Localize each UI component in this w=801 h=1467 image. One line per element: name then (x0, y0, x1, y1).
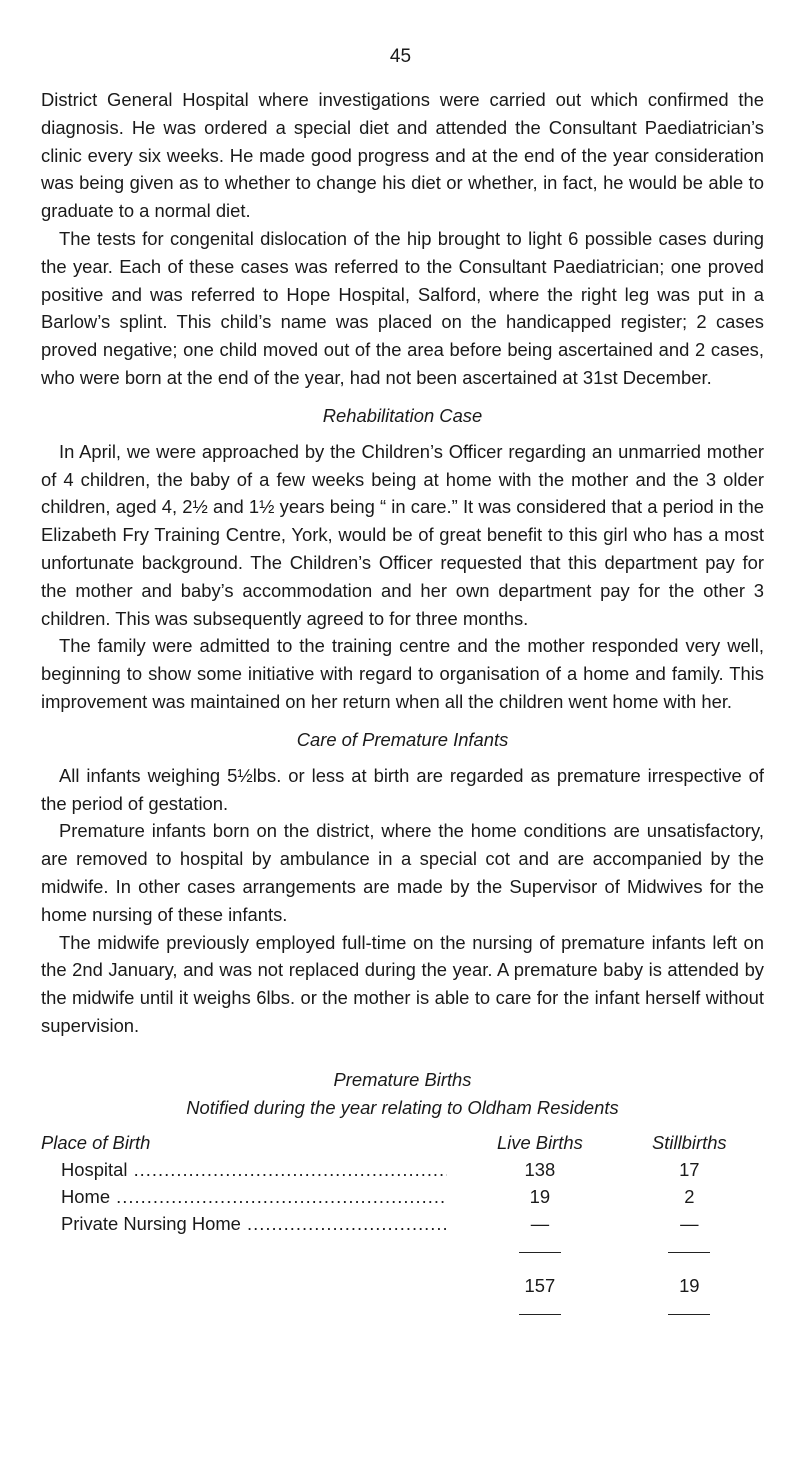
premature-paragraph-2: Premature infants born on the district, where the home conditions are unsatisfactory, are removed to hospital by ambulance in a special cot and are accompanied by the midwife. In other cases arrangements are made by the Supervisor of Midwives for the home nursing of these infants. (41, 820, 764, 925)
total-stillbirths: 19 (679, 1275, 700, 1297)
header-stillbirths: Stillbirths (652, 1132, 727, 1154)
row-stillbirths: 17 (679, 1159, 700, 1181)
page-content (41, 86, 764, 1326)
table-row (41, 1183, 764, 1210)
row-place: Hospital ..... (61, 1156, 447, 1183)
row-stillbirths: 2 (684, 1186, 695, 1208)
rehabilitation-paragraph-1: In April, we were approached by the Children’s Officer regarding an unmarried mother of 4 children, the baby of a few weeks being at home with the mother and the 3 older children, aged 4, 2½ and 1½ years being “ in care.” It was considered that a period in the Elizabeth Fry Training Centre, York, would be of great benefit to this girl who has a most unfortunate background. The Children’s Officer requested that this department pay for the mother and baby’s accommodation and her own department pay for the other 3 children. This was subsequently agreed to for three months. (41, 440, 764, 629)
rehabilitation-paragraph-2: The family were admitted to the training centre and the mother responded very well, beginning to show some initiative with regard to organisation of a home and family. This improvement was maintained on her return when all the children went home with her. (41, 635, 764, 712)
total-rule-row (41, 1299, 764, 1326)
table-title-line-2: Notified during the year relating to Oldham Residents (186, 1096, 619, 1118)
total-live-births: 157 (524, 1275, 556, 1297)
header-place-of-birth: Place of Birth (41, 1132, 151, 1154)
table-row (41, 1210, 764, 1237)
premature-paragraph-3: The midwife previously employed full-time on the nursing of premature infants left on the 2nd January, and was not replaced during the year. A premature baby is attended by the midwife until it weighs 6lbs. or the mother is able to care for the infant herself without supervision. (41, 931, 764, 1036)
intro-paragraph-1: District General Hospital where investigations were carried out which confirmed the diagnosis. He was ordered a special diet and attended the Consultant Paediatrician’s clinic every six weeks. He made good progress and at the end of the year consideration was being given as to whether to change his diet or whether, in fact, he would be able to graduate to a normal diet. (41, 89, 764, 222)
table-header-row (41, 1129, 764, 1156)
sum-rule-still (668, 1252, 710, 1253)
header-live-births: Live Births (496, 1132, 583, 1154)
row-live-births: — (530, 1213, 550, 1235)
table-title (41, 1066, 764, 1122)
total-rule-still (668, 1314, 710, 1315)
premature-heading: Care of Premature Infants (296, 728, 509, 750)
row-stillbirths: — (680, 1213, 699, 1235)
row-place: Home ..... (61, 1183, 447, 1210)
premature-births-table (41, 1129, 764, 1326)
row-live-births: 19 (529, 1186, 551, 1208)
page-number: 45 (389, 46, 412, 67)
rehabilitation-heading: Rehabilitation Case (322, 404, 483, 426)
table-row (41, 1156, 764, 1183)
total-rule-live (519, 1314, 561, 1315)
sum-rule-live (519, 1252, 561, 1253)
sum-rule-row (41, 1237, 764, 1264)
table-title-line-1: Premature Births (333, 1068, 472, 1090)
row-place: Private Nursing Home ..... (61, 1210, 447, 1237)
premature-paragraph-1: All infants weighing 5½lbs. or less at birth are regarded as premature irrespective of the period of gestation. (41, 764, 764, 814)
table-total-row (41, 1264, 764, 1299)
intro-paragraph-2: The tests for congenital dislocation of the hip brought to light 6 possible cases during the year. Each of these cases was referred to the Consultant Paediatrician; one proved positive and was referred to Hope Hospital, Salford, where the right leg was put in a Barlow’s splint. This child’s name was placed on the handicapped register; 2 cases proved negative; one child moved out of the area before being ascertained and 2 cases, who were born at the end of the year, had not been ascertained at 31st December. (41, 227, 764, 388)
row-live-births: 138 (524, 1159, 556, 1181)
